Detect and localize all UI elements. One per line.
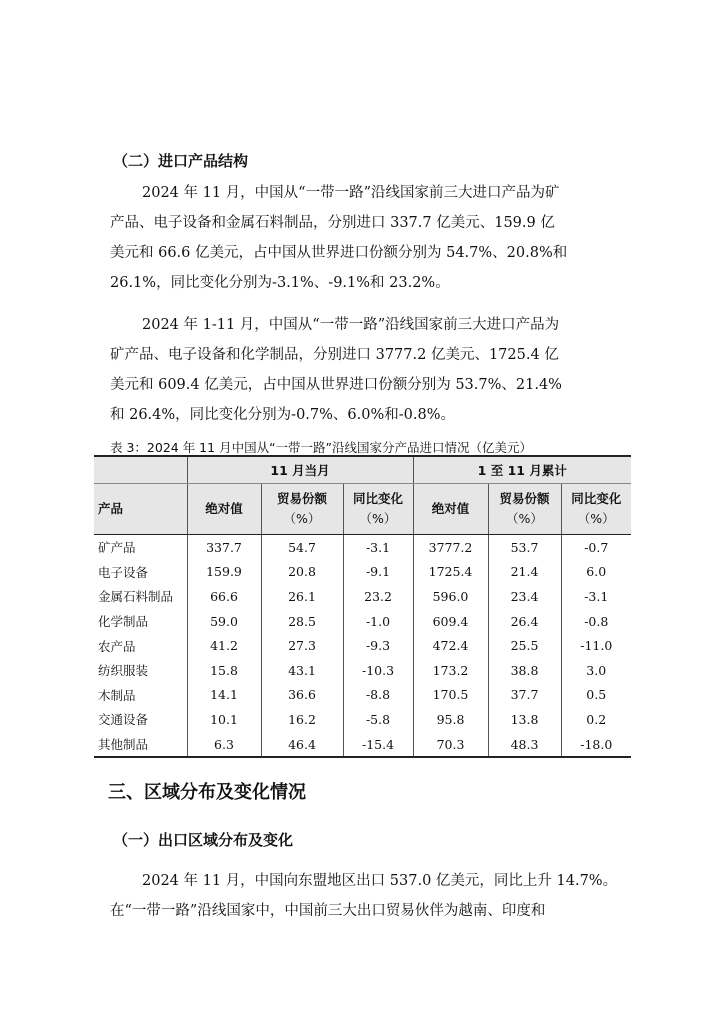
paragraph-line: 矿产品、电子设备和化学制品，分别进口 3777.2 亿美元、1725.4 亿: [110, 347, 559, 363]
value-cell: 48.3: [488, 732, 561, 758]
value-cell: 14.1: [187, 683, 261, 708]
table-row: [94, 707, 631, 732]
value-cell: 28.5: [261, 609, 343, 634]
product-name-cell: 农产品: [98, 638, 136, 654]
table-row: [94, 732, 631, 758]
value-cell: 173.2: [413, 658, 488, 683]
value-cell: 20.8: [261, 560, 343, 585]
product-name-cell: 木制品: [98, 687, 136, 703]
header-trade-share: [261, 484, 343, 535]
header-trade-share-cumulative: [488, 484, 561, 535]
product-name-cell: 化学制品: [98, 614, 149, 630]
value-cell: 0.5: [561, 683, 631, 708]
table-row: [94, 560, 631, 585]
value-cell: 27.3: [261, 633, 343, 658]
value-cell: -9.1: [343, 560, 413, 585]
table-row: [94, 535, 631, 560]
paragraph-november-imports: [110, 178, 620, 298]
value-cell: -18.0: [561, 732, 631, 758]
value-cell: -11.0: [561, 633, 631, 658]
product-name-cell: 其他制品: [94, 732, 187, 758]
paragraph-line: 在“一带一路”沿线国家中，中国前三大出口贸易伙伴为越南、印度和: [110, 903, 546, 919]
header-group-cumulative: 1 至 11 月累计: [413, 456, 631, 484]
value-cell: 6.3: [187, 732, 261, 758]
value-cell: 36.6: [261, 683, 343, 708]
header-yoy-change: [343, 484, 413, 535]
product-name-cell: 金属石料制品: [98, 589, 174, 605]
value-cell: 46.4: [261, 732, 343, 758]
value-cell: 3777.2: [413, 535, 488, 560]
value-cell: 38.8: [488, 658, 561, 683]
table-row: [94, 658, 631, 683]
import-structure-heading: （二）进口产品结构: [113, 152, 249, 170]
value-cell: 10.1: [187, 707, 261, 732]
paragraph-line: 美元和 609.4 亿美元，占中国从世界进口份额分别为 53.7%、21.4%: [110, 377, 562, 393]
value-cell: 53.7: [488, 535, 561, 560]
paragraph-line: 产品、电子设备和金属石料制品，分别进口 337.7 亿美元、159.9 亿: [110, 215, 555, 231]
paragraph-cumulative-imports: [110, 310, 620, 430]
value-cell: 23.2: [343, 584, 413, 609]
value-cell: 23.4: [488, 584, 561, 609]
header-yoy-change-unit: （%）: [359, 511, 397, 526]
header-yoy-change-label: 同比变化: [571, 491, 622, 506]
value-cell: -9.3: [343, 633, 413, 658]
value-cell: 13.8: [488, 707, 561, 732]
value-cell: 170.5: [413, 683, 488, 708]
value-cell: 37.7: [488, 683, 561, 708]
paragraph-line: 26.1%，同比变化分别为-3.1%、-9.1%和 23.2%。: [110, 275, 450, 291]
value-cell: -15.4: [343, 732, 413, 758]
product-name-cell: 纺织服装: [98, 663, 149, 679]
value-cell: 70.3: [413, 732, 488, 758]
value-cell: 25.5: [488, 633, 561, 658]
value-cell: 6.0: [561, 560, 631, 585]
value-cell: -8.8: [343, 683, 413, 708]
paragraph-line: 美元和 66.6 亿美元，占中国从世界进口份额分别为 54.7%、20.8%和: [110, 245, 568, 261]
value-cell: 3.0: [561, 658, 631, 683]
value-cell: 26.1: [261, 584, 343, 609]
value-cell: 609.4: [413, 609, 488, 634]
header-yoy-change-unit: （%）: [577, 511, 615, 526]
value-cell: 596.0: [413, 584, 488, 609]
value-cell: -10.3: [343, 658, 413, 683]
table-group-header-row: [94, 456, 631, 484]
value-cell: -5.8: [343, 707, 413, 732]
header-product: 产品: [94, 484, 187, 535]
value-cell: 21.4: [488, 560, 561, 585]
table-row: [94, 683, 631, 708]
value-cell: 66.6: [187, 584, 261, 609]
value-cell: 41.2: [187, 633, 261, 658]
paragraph-export-regions: [110, 866, 620, 926]
value-cell: 15.8: [187, 658, 261, 683]
value-cell: -0.8: [561, 609, 631, 634]
header-yoy-change-cumulative: [561, 484, 631, 535]
table-row: [94, 609, 631, 634]
table-column-header-row: [94, 484, 631, 535]
value-cell: -3.1: [561, 584, 631, 609]
export-region-subheading: （一）出口区域分布及变化: [113, 831, 294, 849]
value-cell: 159.9: [187, 560, 261, 585]
table-row: [94, 633, 631, 658]
value-cell: 16.2: [261, 707, 343, 732]
value-cell: -0.7: [561, 535, 631, 560]
value-cell: 0.2: [561, 707, 631, 732]
product-name-cell: 交通设备: [98, 712, 149, 728]
paragraph-line: 2024 年 11 月，中国从“一带一路”沿线国家前三大进口产品为矿: [142, 185, 560, 201]
header-absolute-value-cumulative: 绝对值: [413, 484, 488, 535]
header-trade-share-label: 贸易份额: [499, 491, 550, 506]
table-row: [94, 584, 631, 609]
value-cell: 54.7: [261, 535, 343, 560]
header-blank-cell: [94, 456, 187, 484]
product-name-cell: 电子设备: [98, 564, 149, 580]
header-trade-share-unit: （%）: [506, 511, 543, 526]
header-group-current-month: 11 月当月: [187, 456, 413, 484]
value-cell: 1725.4: [413, 560, 488, 585]
product-name-cell: 矿产品: [98, 540, 136, 556]
value-cell: 472.4: [413, 633, 488, 658]
header-trade-share-unit: （%）: [283, 511, 321, 526]
paragraph-line: 2024 年 1-11 月，中国从“一带一路”沿线国家前三大进口产品为: [142, 317, 560, 333]
value-cell: 59.0: [187, 609, 261, 634]
value-cell: 43.1: [261, 658, 343, 683]
import-products-table: [94, 455, 631, 758]
paragraph-line: 2024 年 11 月，中国向东盟地区出口 537.0 亿美元，同比上升 14.7%。: [142, 873, 618, 889]
paragraph-line: 和 26.4%，同比变化分别为-0.7%、6.0%和-0.8%。: [110, 407, 455, 423]
table-caption: 表 3：2024 年 11 月中国从“一带一路”沿线国家分产品进口情况（亿美元）: [110, 440, 533, 455]
header-yoy-change-label: 同比变化: [352, 491, 403, 506]
header-trade-share-label: 贸易份额: [276, 491, 327, 506]
value-cell: -1.0: [343, 609, 413, 634]
value-cell: -3.1: [343, 535, 413, 560]
value-cell: 337.7: [187, 535, 261, 560]
regional-section-heading: 三、区域分布及变化情况: [108, 782, 306, 803]
value-cell: 26.4: [488, 609, 561, 634]
value-cell: 95.8: [413, 707, 488, 732]
header-absolute-value: 绝对值: [187, 484, 261, 535]
